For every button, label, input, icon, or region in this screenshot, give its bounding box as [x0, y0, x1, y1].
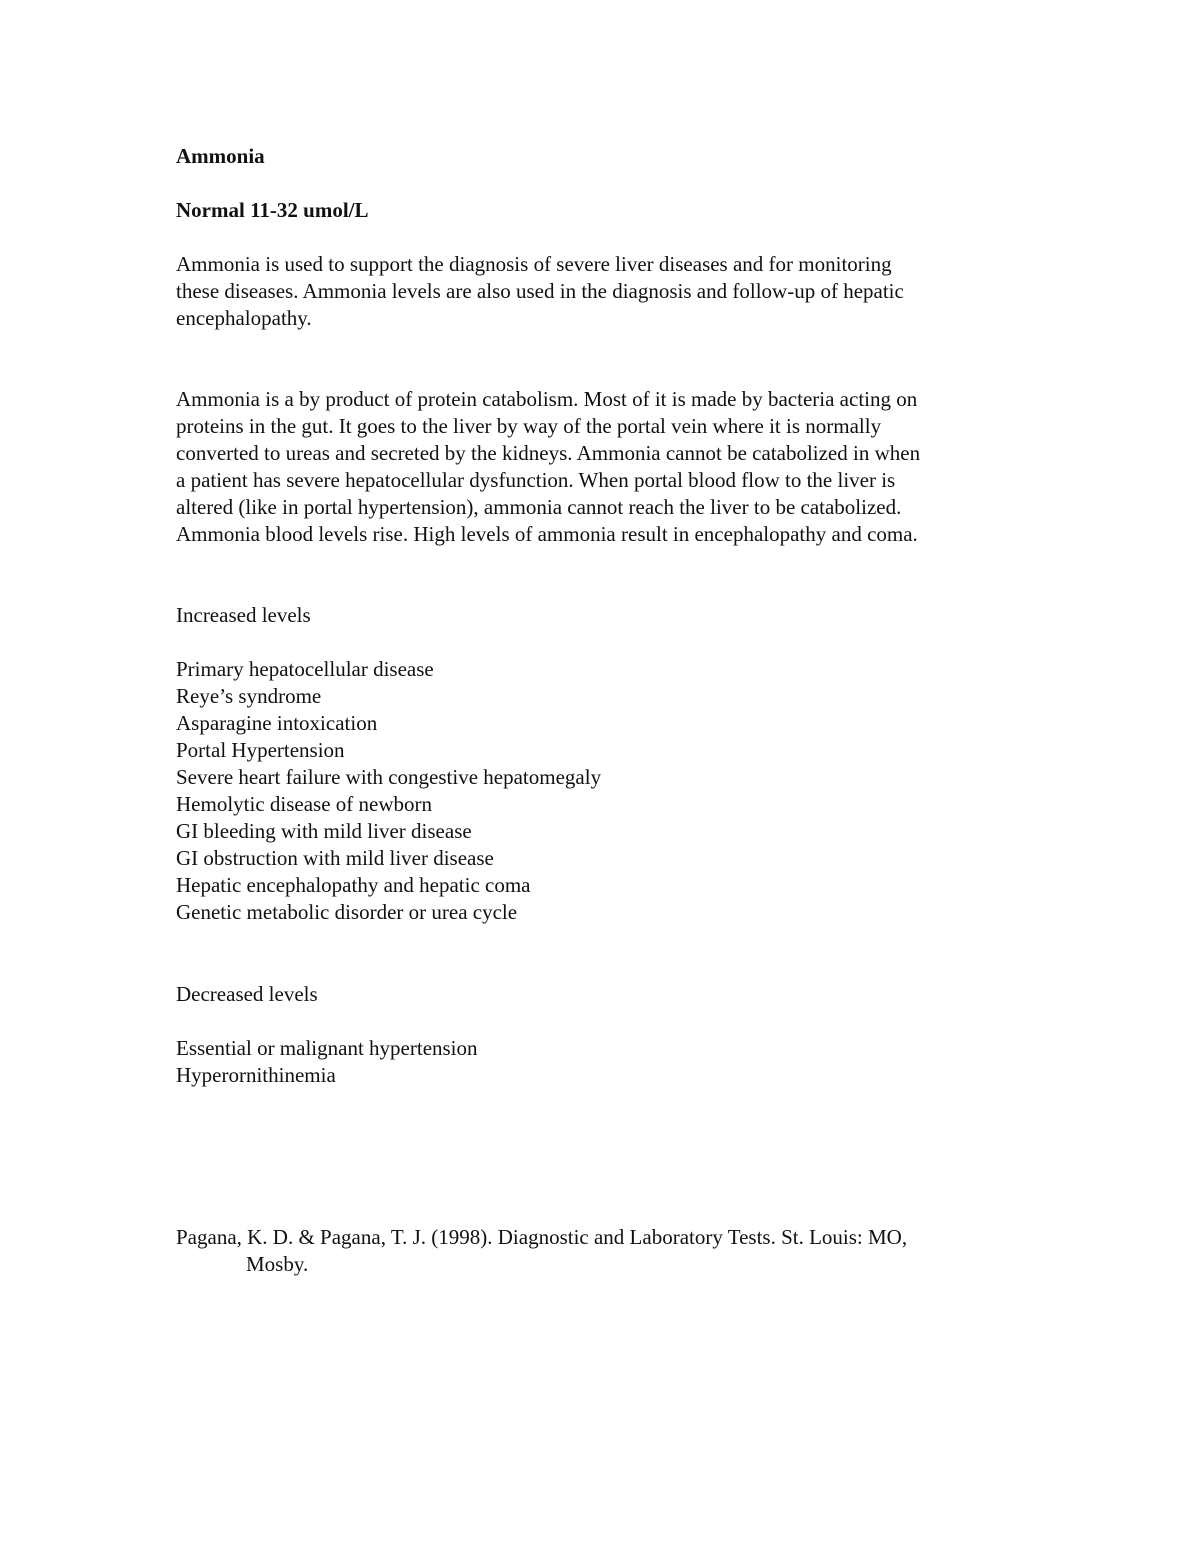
increased-list-item: Hemolytic disease of newborn — [176, 792, 433, 816]
reference-citation-continuation: Mosby. — [246, 1252, 309, 1276]
decreased-list-item: Hyperornithinemia — [176, 1063, 336, 1087]
increased-list-item: Severe heart failure with congestive hepatomegaly — [176, 765, 602, 789]
decreased-list-item: Essential or malignant hypertension — [176, 1036, 478, 1060]
paragraph-2-line: Ammonia blood levels rise. High levels of ammonia result in encephalopathy and coma. — [176, 522, 918, 546]
paragraph-1-line: these diseases. Ammonia levels are also used in the diagnosis and follow-up of hepatic — [176, 279, 904, 303]
increased-levels-heading: Increased levels — [176, 603, 311, 627]
increased-list-item: Primary hepatocellular disease — [176, 657, 434, 681]
increased-list-item: Reye’s syndrome — [176, 684, 322, 708]
paragraph-1-line: encephalopathy. — [176, 306, 312, 330]
normal-range: Normal 11-32 umol/L — [176, 198, 369, 222]
paragraph-2-line: a patient has severe hepatocellular dysfunction. When portal blood flow to the liver is — [176, 468, 896, 492]
increased-list-item: GI bleeding with mild liver disease — [176, 819, 472, 843]
increased-list-item: Asparagine intoxication — [176, 711, 378, 735]
paragraph-2-line: Ammonia is a by product of protein catabolism. Most of it is made by bacteria acting on — [176, 387, 918, 411]
paragraph-1-line: Ammonia is used to support the diagnosis of severe liver diseases and for monitoring — [176, 252, 892, 276]
paragraph-2-line: converted to ureas and secreted by the kidneys. Ammonia cannot be catabolized in when — [176, 441, 921, 465]
increased-list-item: Hepatic encephalopathy and hepatic coma — [176, 873, 531, 897]
increased-list-item: Genetic metabolic disorder or urea cycle — [176, 900, 518, 924]
increased-list-item: GI obstruction with mild liver disease — [176, 846, 494, 870]
paragraph-2-line: proteins in the gut. It goes to the liver by way of the portal vein where it is normally — [176, 414, 882, 438]
paragraph-2-line: altered (like in portal hypertension), ammonia cannot reach the liver to be catabolized. — [176, 495, 902, 519]
increased-list-item: Portal Hypertension — [176, 738, 345, 762]
decreased-levels-heading: Decreased levels — [176, 982, 318, 1006]
document-title: Ammonia — [176, 144, 265, 168]
reference-citation: Pagana, K. D. & Pagana, T. J. (1998). Diagnostic and Laboratory Tests. St. Louis: MO, — [176, 1225, 908, 1249]
